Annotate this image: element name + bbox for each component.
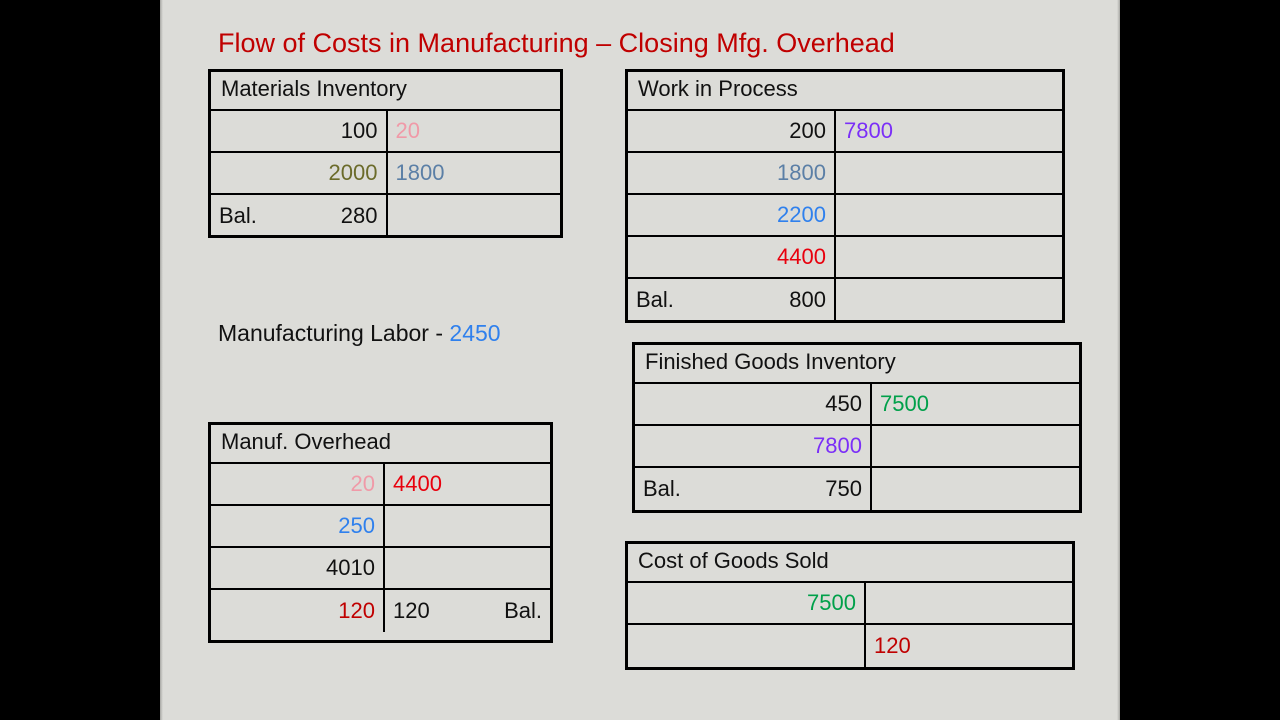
t-account-row [628, 237, 1062, 279]
t-account-title: Finished Goods Inventory [635, 345, 1079, 384]
debit-cell: Bal. 800 [628, 279, 836, 321]
debit-cell: 2000 [211, 153, 388, 193]
debit-cell: 100 [211, 111, 388, 151]
credit-cell: 7500 [880, 391, 929, 416]
credit-cell [836, 153, 1062, 193]
debit-cell: 7800 [635, 426, 872, 466]
debit-cell: 250 [211, 506, 385, 546]
t-account-row [628, 625, 1072, 667]
debit-cell: Bal. 280 [211, 195, 388, 237]
credit-cell [388, 195, 561, 237]
t-account-finished-goods-inventory [632, 342, 1082, 513]
t-account-row [628, 583, 1072, 625]
t-account-work-in-process [625, 69, 1065, 323]
t-account-row [211, 111, 560, 153]
debit-cell: Bal. 750 [635, 468, 872, 510]
credit-cell [836, 195, 1062, 235]
debit-cell: 4400 [628, 237, 836, 277]
t-account-row [211, 506, 550, 548]
t-account-materials-inventory [208, 69, 563, 238]
debit-cell [628, 625, 866, 667]
t-account-row [635, 426, 1079, 468]
debit-cell: 450 [635, 384, 872, 424]
t-account-row [211, 464, 550, 506]
credit-cell [836, 237, 1062, 277]
debit-cell: 120 [211, 590, 385, 632]
credit-cell [872, 426, 1079, 466]
t-account-row [211, 548, 550, 590]
credit-cell [385, 506, 550, 546]
manufacturing-labor-label: Manufacturing Labor - [218, 320, 450, 346]
page-title: Flow of Costs in Manufacturing – Closing Mfg. Overhead [218, 28, 895, 58]
t-account-cost-of-goods-sold [625, 541, 1075, 670]
t-account-row [635, 468, 1079, 510]
debit-cell: 200 [628, 111, 836, 151]
t-account-row [628, 111, 1062, 153]
debit-cell: 2200 [628, 195, 836, 235]
debit-cell: 7500 [628, 583, 866, 623]
debit-cell: 4010 [211, 548, 385, 588]
t-account-row [635, 384, 1079, 426]
t-account-row [211, 153, 560, 195]
credit-cell [872, 468, 1079, 510]
credit-cell [866, 583, 1072, 623]
balance-label: Bal. [504, 598, 542, 623]
t-account-manuf-overhead [208, 422, 553, 643]
credit-cell: 20 [395, 118, 420, 143]
credit-cell: 120 [874, 633, 911, 658]
presentation-slide [160, 0, 1120, 720]
credit-cell: 4400 [393, 471, 442, 496]
manufacturing-labor-line [218, 320, 501, 347]
manufacturing-labor-value: 2450 [449, 320, 501, 346]
t-account-row [628, 195, 1062, 237]
t-account-row [211, 195, 560, 237]
credit-cell: 120 Bal. [393, 598, 542, 623]
t-account-title: Materials Inventory [211, 72, 560, 111]
t-account-title: Manuf. Overhead [211, 425, 550, 464]
t-account-row [628, 153, 1062, 195]
t-account-title: Work in Process [628, 72, 1062, 111]
t-account-row [628, 279, 1062, 321]
t-account-row [211, 590, 550, 632]
credit-cell: 7800 [844, 118, 893, 143]
credit-cell [385, 548, 550, 588]
debit-cell: 20 [211, 464, 385, 504]
credit-cell: 1800 [395, 160, 445, 185]
credit-cell [836, 279, 1062, 321]
t-account-title: Cost of Goods Sold [628, 544, 1072, 583]
debit-cell: 1800 [628, 153, 836, 193]
